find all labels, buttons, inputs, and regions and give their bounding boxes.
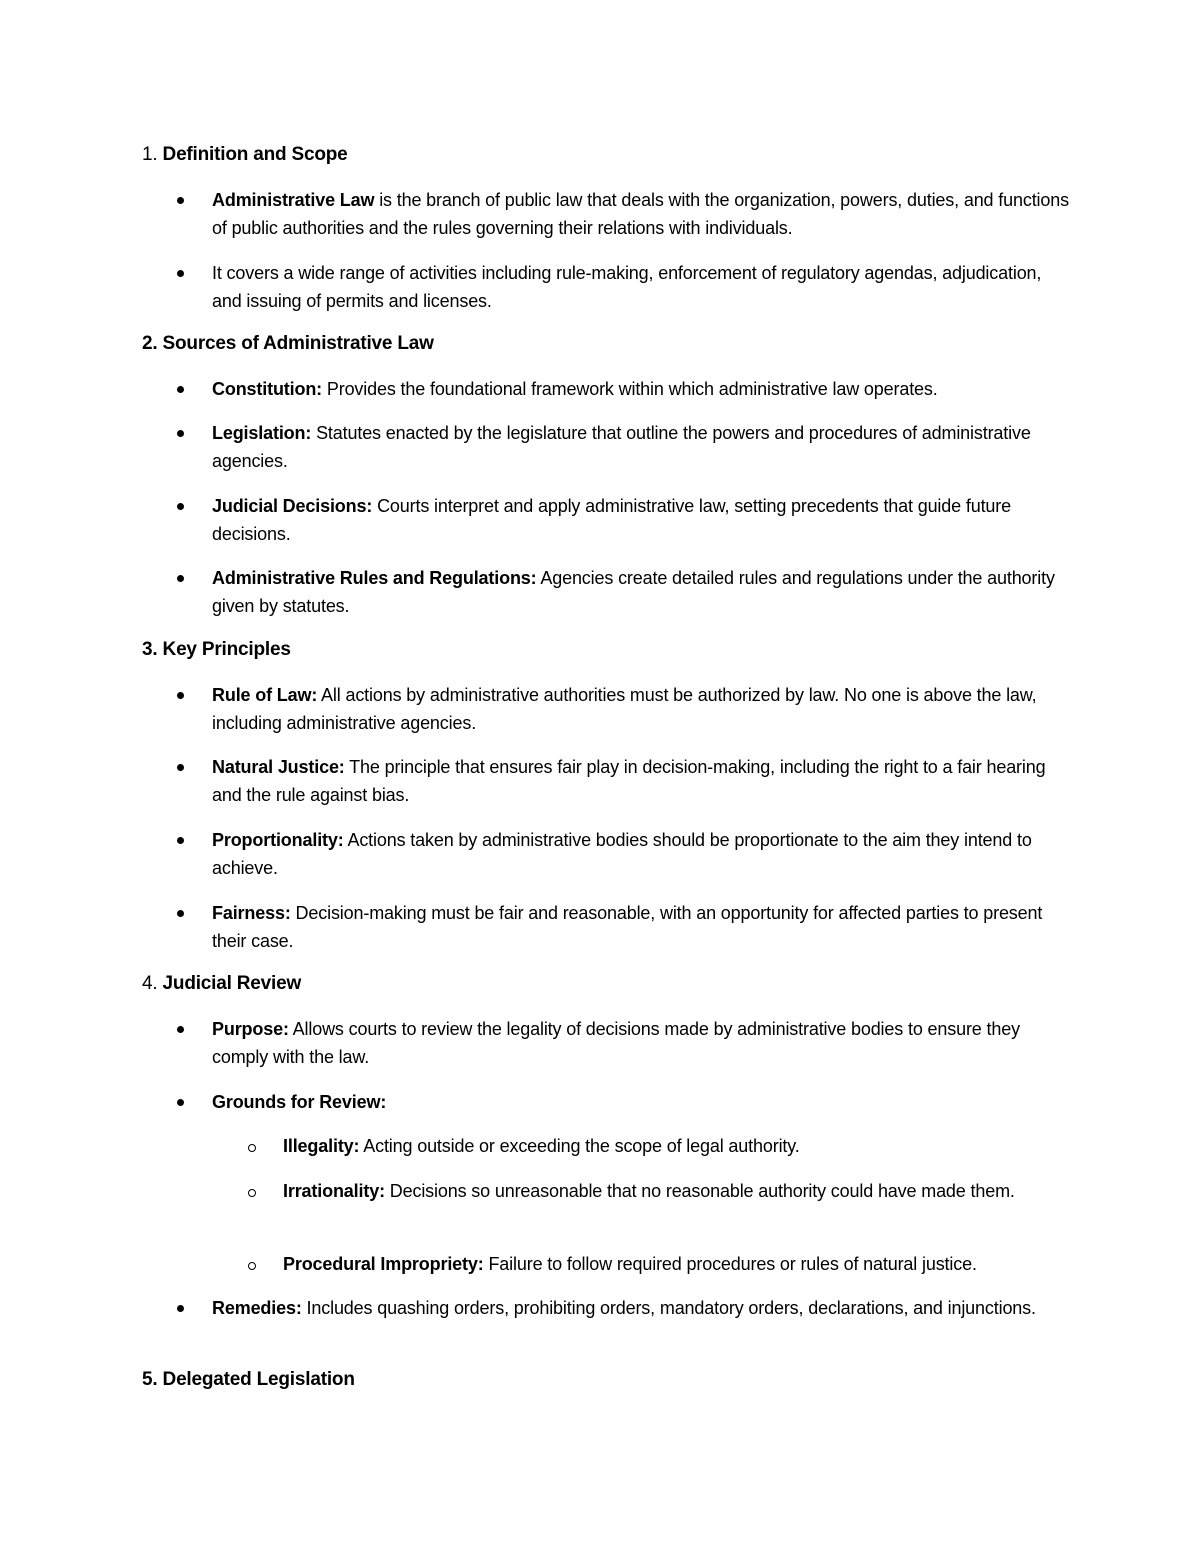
bullet-icon [173, 186, 187, 214]
list-item [212, 259, 1072, 315]
item-term: Legislation: [212, 423, 312, 443]
item-term: Rule of Law: [212, 685, 318, 705]
item-term: Fairness: [212, 903, 291, 923]
list-item [212, 492, 1072, 548]
section-title: Delegated Legislation [162, 1369, 355, 1390]
item-term: Proportionality: [212, 830, 344, 850]
sub-list-item [283, 1250, 1073, 1278]
list-item [212, 899, 1072, 955]
item-term: Grounds for Review: [212, 1092, 387, 1112]
item-text: Includes quashing orders, prohibiting orders, mandatory orders, declarations, and injunctions. [301, 1298, 1036, 1318]
sub-list-item [283, 1177, 1073, 1205]
bullet-icon [173, 1088, 187, 1116]
item-term: Administrative Rules and Regulations: [212, 568, 537, 588]
item-text: Agencies create detailed rules and regulations under the authority given by statutes. [212, 568, 1055, 616]
item-text: All actions by administrative authorities must be authorized by law. No one is above the law, including administrative agencies. [212, 685, 1037, 733]
list-item [212, 375, 1072, 403]
section-heading-3 [142, 638, 291, 662]
item-term: Judicial Decisions: [212, 496, 373, 516]
item-term: Natural Justice: [212, 757, 345, 777]
bullet-icon [173, 753, 187, 781]
bullet-icon [173, 259, 187, 287]
item-text: is the branch of public law that deals with the organization, powers, duties, and functions of public authorities and the rules governing their relations with individuals. [212, 190, 1069, 238]
bullet-icon [173, 1015, 187, 1043]
bullet-icon [173, 564, 187, 592]
section-number: 2. [142, 333, 158, 354]
list-item [212, 826, 1072, 882]
bullet-icon [173, 492, 187, 520]
section-heading-4 [142, 972, 301, 996]
bullet-icon [173, 419, 187, 447]
section-heading-5 [142, 1368, 355, 1392]
section-title: Definition and Scope [162, 144, 348, 165]
item-text: The principle that ensures fair play in decision-making, including the right to a fair hearing and the rule against bias. [212, 757, 1046, 805]
list-item [212, 419, 1072, 475]
list-item [212, 681, 1072, 737]
item-text: Statutes enacted by the legislature that outline the powers and procedures of administrative agencies. [212, 423, 1031, 471]
sub-list-item [283, 1132, 1073, 1160]
section-number: 1. [142, 144, 158, 165]
item-term: Administrative Law [212, 190, 375, 210]
section-number: 4. [142, 973, 158, 994]
item-term: Illegality: [283, 1136, 360, 1156]
item-text: Allows courts to review the legality of decisions made by administrative bodies to ensure they comply with the law. [212, 1019, 1020, 1067]
circle-bullet-icon [245, 1177, 259, 1205]
circle-bullet-icon [245, 1132, 259, 1160]
section-heading-2 [142, 332, 434, 356]
item-term: Irrationality: [283, 1181, 385, 1201]
item-text: Decisions so unreasonable that no reasonable authority could have made them. [384, 1181, 1015, 1201]
item-text: Failure to follow required procedures or rules of natural justice. [483, 1254, 977, 1274]
list-item [212, 1088, 1072, 1116]
section-title: Sources of Administrative Law [162, 333, 434, 354]
item-term: Purpose: [212, 1019, 289, 1039]
circle-bullet-icon [245, 1250, 259, 1278]
item-text: Decision-making must be fair and reasonable, with an opportunity for affected parties to present their case. [212, 903, 1043, 951]
bullet-icon [173, 826, 187, 854]
bullet-icon [173, 681, 187, 709]
list-item [212, 1294, 1072, 1322]
section-number: 5. [142, 1369, 158, 1390]
list-item [212, 1015, 1072, 1071]
item-term: Remedies: [212, 1298, 302, 1318]
bullet-icon [173, 1294, 187, 1322]
bullet-icon [173, 899, 187, 927]
item-text: Provides the foundational framework within which administrative law operates. [322, 379, 938, 399]
section-title: Judicial Review [162, 973, 302, 994]
section-title: Key Principles [162, 639, 291, 660]
list-item [212, 186, 1072, 242]
list-item [212, 564, 1072, 620]
item-text: Courts interpret and apply administrative law, setting precedents that guide future decisions. [212, 496, 1011, 544]
item-text: Acting outside or exceeding the scope of legal authority. [359, 1136, 800, 1156]
item-term: Procedural Impropriety: [283, 1254, 484, 1274]
section-number: 3. [142, 639, 158, 660]
item-text: It covers a wide range of activities including rule-making, enforcement of regulatory agendas, adjudication, and issuing of permits and licenses. [212, 263, 1042, 311]
item-term: Constitution: [212, 379, 323, 399]
item-text: Actions taken by administrative bodies should be proportionate to the aim they intend to achieve. [212, 830, 1032, 878]
bullet-icon [173, 375, 187, 403]
section-heading-1 [142, 143, 348, 167]
list-item [212, 753, 1072, 809]
